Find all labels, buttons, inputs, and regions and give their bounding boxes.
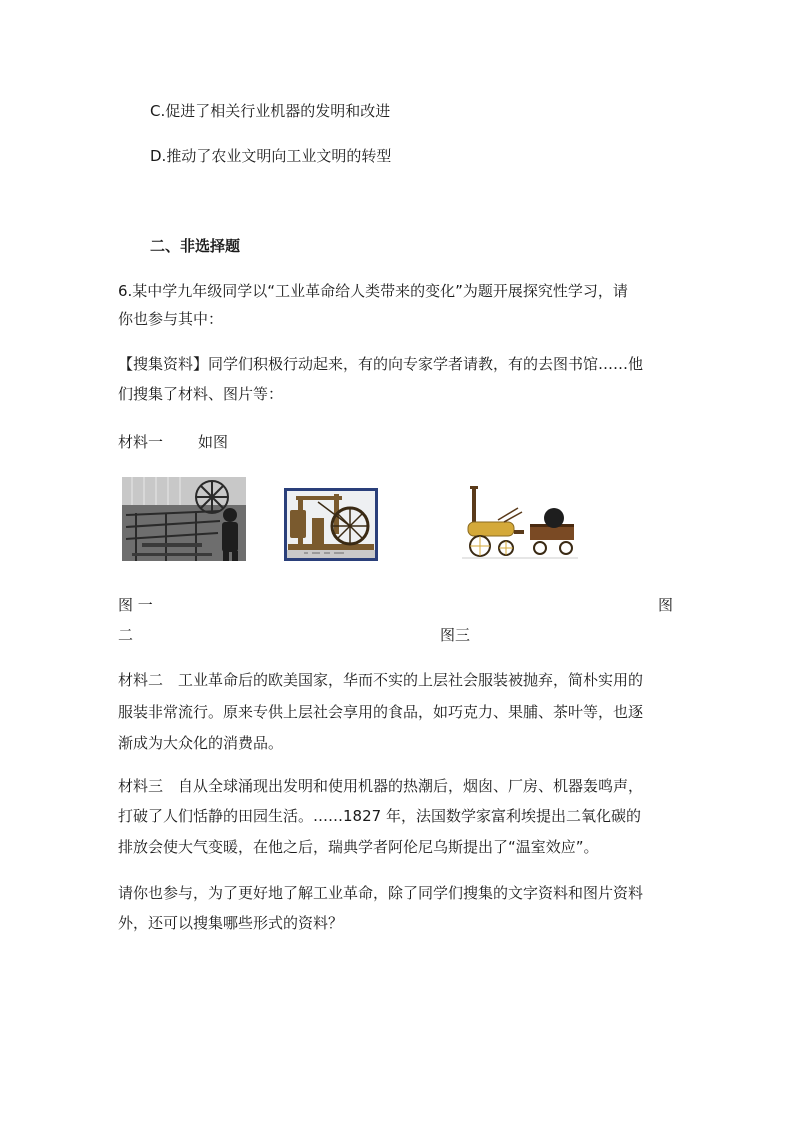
locomotive-image — [462, 486, 578, 562]
spinning-machine-image — [122, 477, 246, 561]
figure2-caption-part2: 二 — [118, 626, 134, 644]
figure3-caption: 图三 — [440, 626, 471, 644]
material3-line3: 排放会使大气变暖，在他之后，瑞典学者阿伦尼乌斯提出了“温室效应”。 — [118, 838, 599, 856]
question6-line1: 6.某中学九年级同学以“工业革命给人类带来的变化”为题开展探究性学习，请 — [118, 282, 628, 300]
option-d: D.推动了农业文明向工业文明的转型 — [150, 147, 392, 165]
figure2-caption-part1: 图 — [658, 596, 674, 614]
option-c: C.促进了相关行业机器的发明和改进 — [150, 102, 391, 120]
material3-line2: 打破了人们恬静的田园生活。……1827 年，法国数学家富利埃提出二氧化碳的 — [118, 807, 641, 825]
material2-line3: 渐成为大众化的消费品。 — [118, 734, 284, 752]
figure1-caption: 图 一 — [118, 596, 153, 614]
question-line2: 外，还可以搜集哪些形式的资料？ — [118, 914, 344, 932]
collect-line2: 们搜集了材料、图片等： — [118, 385, 284, 403]
material1-label: 材料一 — [118, 433, 164, 451]
question-line1: 请你也参与，为了更好地了解工业革命，除了同学们搜集的文字资料和图片资料 — [118, 884, 644, 902]
steam-engine-image — [284, 488, 378, 561]
material1-caption: 如图 — [198, 433, 229, 451]
material2-line1: 材料二 工业革命后的欧美国家，华而不实的上层社会服装被抛弃，简朴实用的 — [118, 671, 644, 689]
question6-line2: 你也参与其中： — [118, 310, 224, 328]
material2-line2: 服装非常流行。原来专供上层社会享用的食品，如巧克力、果脯、茶叶等，也逐 — [118, 703, 644, 721]
material3-line1: 材料三 自从全球涌现出发明和使用机器的热潮后，烟囱、厂房、机器轰鸣声， — [118, 777, 644, 795]
collect-line1: 【搜集资料】同学们积极行动起来，有的向专家学者请教，有的去图书馆……他 — [118, 355, 644, 373]
section-title: 二、非选择题 — [150, 237, 241, 255]
